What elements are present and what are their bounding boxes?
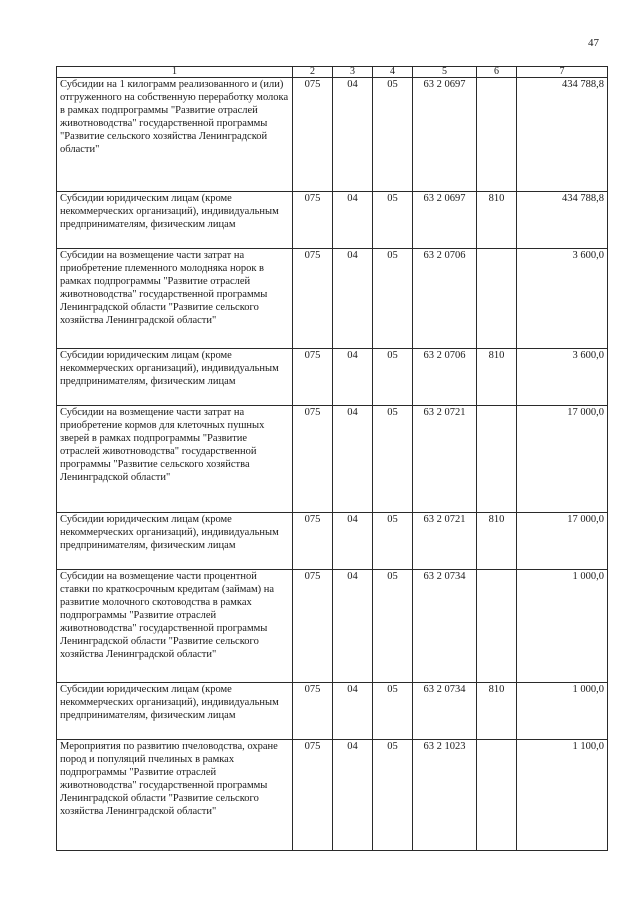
header-row [57,67,608,78]
subsection-code: 05 [373,570,413,683]
ministry-code: 075 [293,349,333,406]
table-row [57,349,608,406]
ministry-code: 075 [293,740,333,851]
row-description: Субсидии юридическим лицам (кроме некоммерческих организаций), индивидуальным предпринимателям, физическим лицам [57,192,293,249]
subsection-code: 05 [373,192,413,249]
expense-type-code [477,406,517,513]
row-description: Субсидии на возмещение части затрат на приобретение племенного молодняка норок в рамках подпрограммы "Развитие отраслей животноводства" государственной программы Ленинградской области "Развитие сельского хозяйства Ленинградской области" [57,249,293,349]
column-header: 7 [517,67,608,78]
amount: 1 000,0 [517,683,608,740]
section-code: 04 [333,78,373,192]
section-code: 04 [333,349,373,406]
target-article-code: 63 2 0697 [413,78,477,192]
expense-type-code: 810 [477,192,517,249]
column-header: 4 [373,67,413,78]
target-article-code: 63 2 0721 [413,513,477,570]
amount: 3 600,0 [517,249,608,349]
expense-type-code [477,249,517,349]
section-code: 04 [333,192,373,249]
column-header: 6 [477,67,517,78]
ministry-code: 075 [293,249,333,349]
row-description: Субсидии юридическим лицам (кроме некоммерческих организаций), индивидуальным предпринимателям, физическим лицам [57,513,293,570]
ministry-code: 075 [293,406,333,513]
amount: 3 600,0 [517,349,608,406]
section-code: 04 [333,249,373,349]
table-row [57,249,608,349]
ministry-code: 075 [293,513,333,570]
table-row [57,683,608,740]
column-header: 5 [413,67,477,78]
expense-type-code: 810 [477,683,517,740]
ministry-code: 075 [293,683,333,740]
subsection-code: 05 [373,78,413,192]
amount: 434 788,8 [517,192,608,249]
row-description: Субсидии на возмещение части затрат на приобретение кормов для клеточных пушных зверей в рамках подпрограммы "Развитие отраслей животноводства" государственной программы "Развитие сельского хозяйства Ленинградской области" [57,406,293,513]
column-header: 1 [57,67,293,78]
amount: 1 100,0 [517,740,608,851]
target-article-code: 63 2 0697 [413,192,477,249]
row-description: Субсидии юридическим лицам (кроме некоммерческих организаций), индивидуальным предпринимателям, физическим лицам [57,349,293,406]
table-row [57,570,608,683]
subsection-code: 05 [373,740,413,851]
table-row [57,513,608,570]
subsection-code: 05 [373,406,413,513]
section-code: 04 [333,740,373,851]
subsection-code: 05 [373,249,413,349]
expense-type-code: 810 [477,513,517,570]
expense-type-code [477,570,517,683]
section-code: 04 [333,570,373,683]
target-article-code: 63 2 1023 [413,740,477,851]
row-description: Субсидии юридическим лицам (кроме некоммерческих организаций), индивидуальным предпринимателям, физическим лицам [57,683,293,740]
subsection-code: 05 [373,349,413,406]
expense-type-code: 810 [477,349,517,406]
row-description: Субсидии на возмещение части процентной ставки по краткосрочным кредитам (займам) на развитие молочного скотоводства в рамках подпрограммы "Развитие отраслей животноводства" государственной программы Ленинградской области "Развитие сельского хозяйства Ленинградской области" [57,570,293,683]
ministry-code: 075 [293,78,333,192]
column-header: 2 [293,67,333,78]
section-code: 04 [333,513,373,570]
ministry-code: 075 [293,570,333,683]
subsection-code: 05 [373,513,413,570]
table-row [57,78,608,192]
row-description: Субсидии на 1 килограмм реализованного и (или) отгруженного на собственную переработку молока в рамках подпрограммы "Развитие отраслей животноводства" государственной программы "Развитие сельского хозяйства Ленинградской области" [57,78,293,192]
target-article-code: 63 2 0734 [413,570,477,683]
expense-type-code [477,740,517,851]
section-code: 04 [333,683,373,740]
column-header: 3 [333,67,373,78]
budget-table [56,66,608,851]
row-description: Мероприятия по развитию пчеловодства, охране пород и популяций пчелиных в рамках подпрограммы "Развитие отраслей животноводства" государственной программы Ленинградской области "Развитие сельского хозяйства Ленинградской области" [57,740,293,851]
expense-type-code [477,78,517,192]
target-article-code: 63 2 0706 [413,349,477,406]
subsection-code: 05 [373,683,413,740]
target-article-code: 63 2 0706 [413,249,477,349]
table-row [57,406,608,513]
amount: 434 788,8 [517,78,608,192]
section-code: 04 [333,406,373,513]
amount: 17 000,0 [517,406,608,513]
page-number: 47 [588,37,599,49]
ministry-code: 075 [293,192,333,249]
table-row [57,192,608,249]
amount: 1 000,0 [517,570,608,683]
target-article-code: 63 2 0734 [413,683,477,740]
table-row [57,740,608,851]
amount: 17 000,0 [517,513,608,570]
target-article-code: 63 2 0721 [413,406,477,513]
